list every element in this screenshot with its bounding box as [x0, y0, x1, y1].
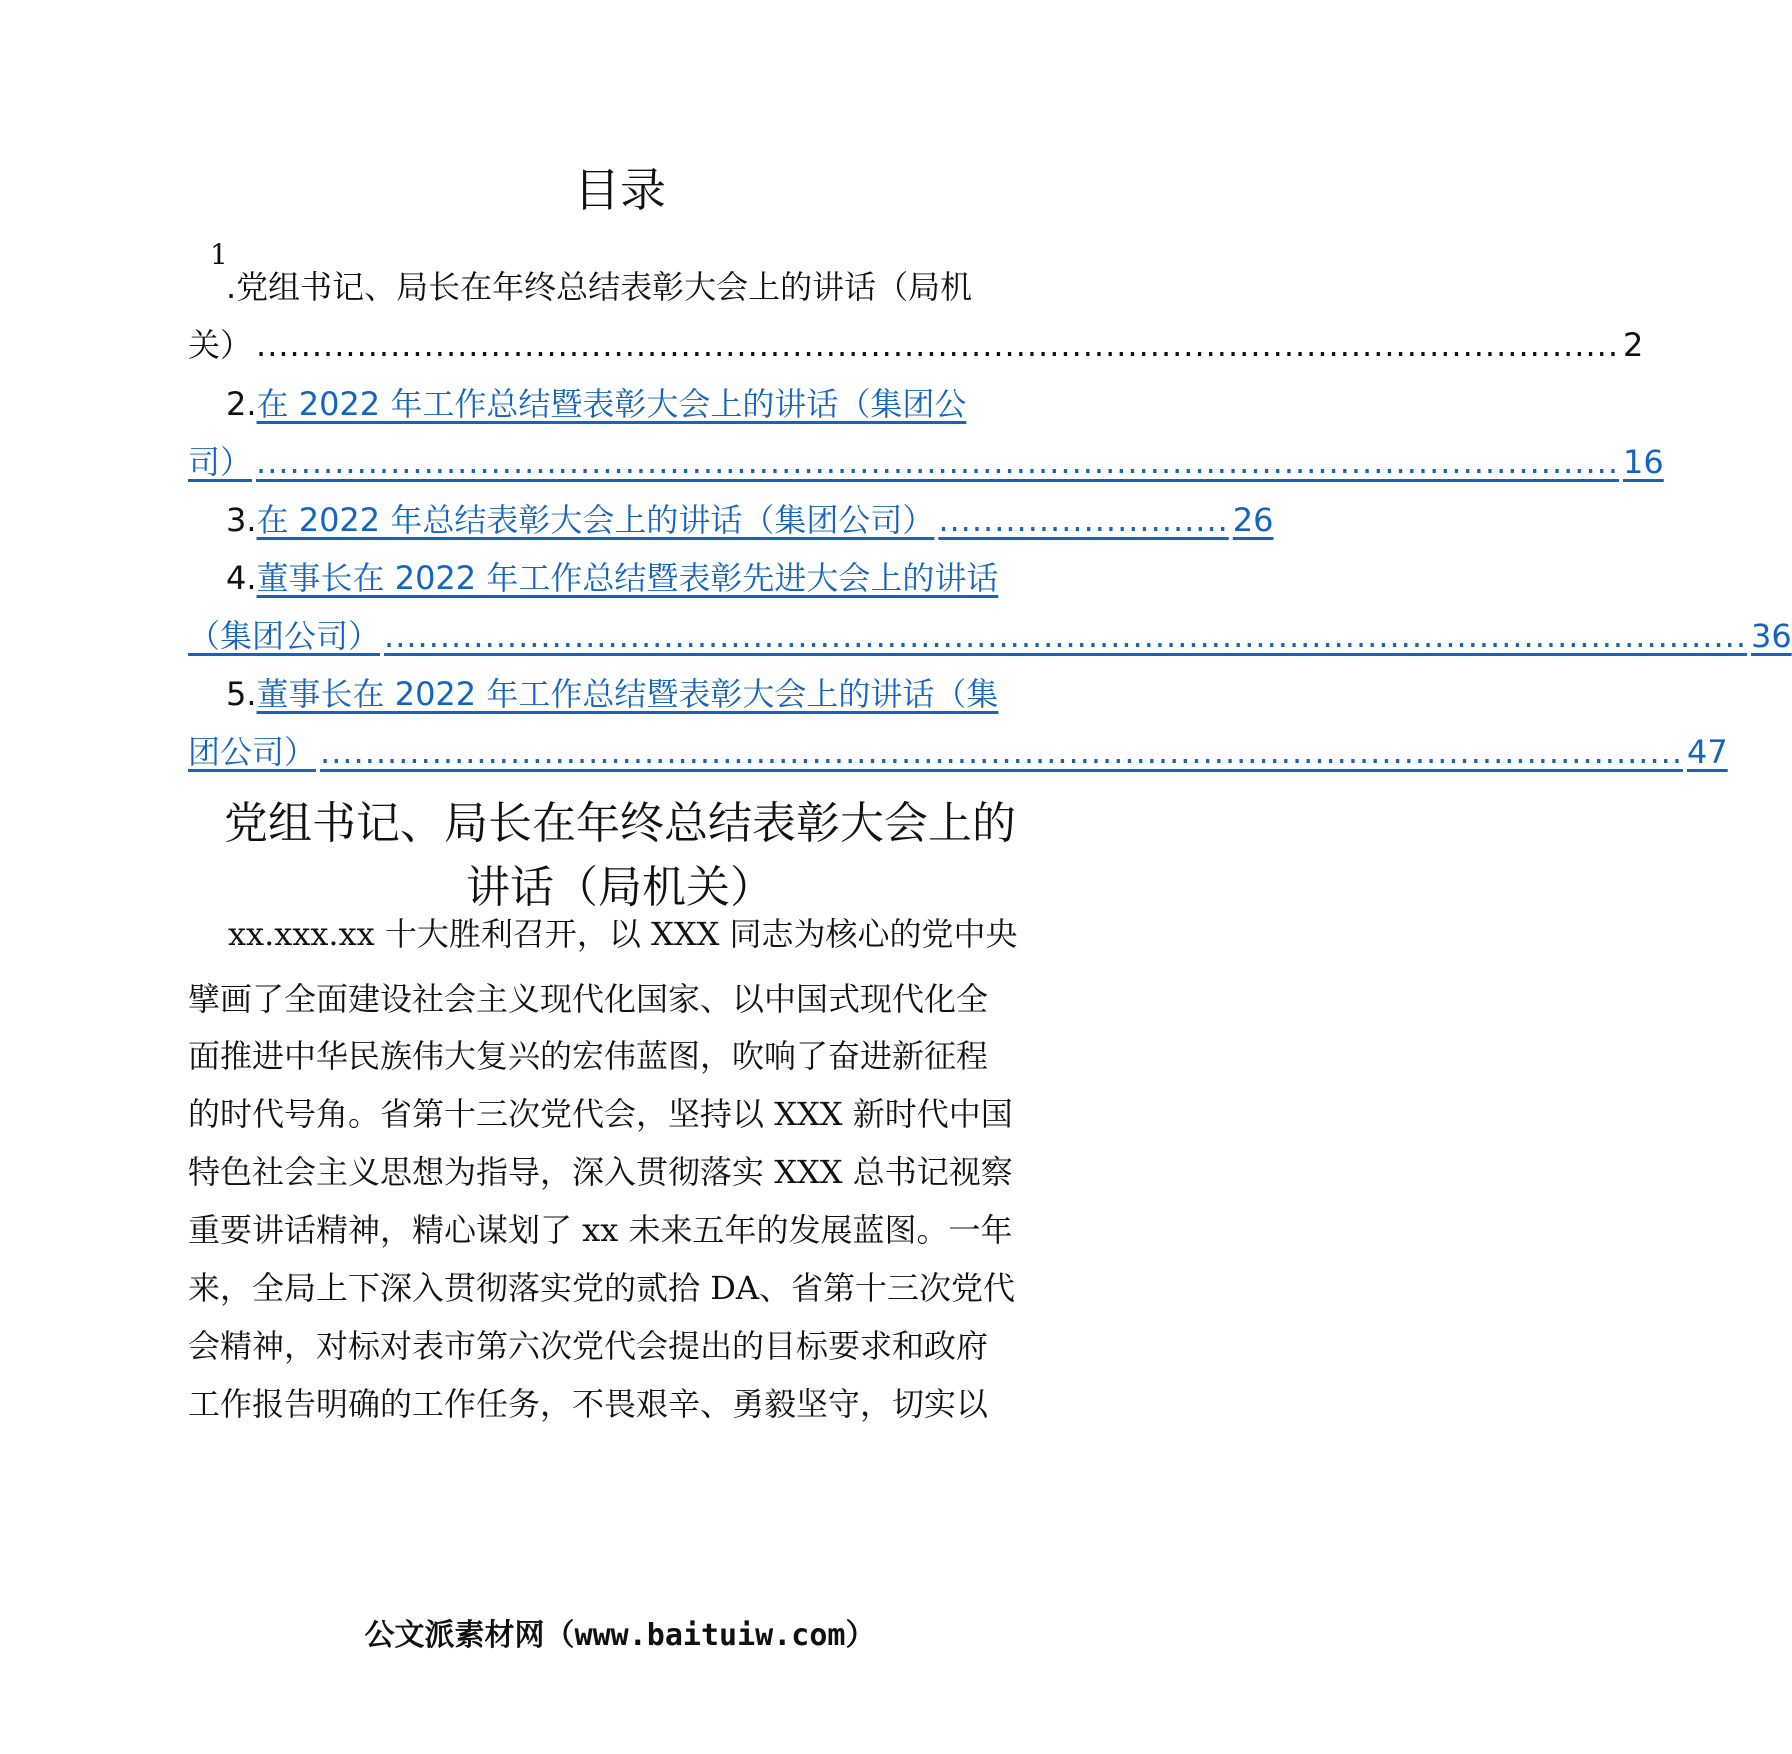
toc-item-3-page: 26 — [1232, 501, 1274, 539]
toc-item-4-number: 4. — [226, 559, 257, 597]
paragraph-text-segment: 特色社会主义思想为指导，深入贯彻落实 — [188, 1153, 775, 1191]
paragraph-line — [188, 1024, 988, 1089]
toc-title: 目录 — [574, 163, 666, 217]
paragraph-text-segment: 总书记视察 — [842, 1153, 1013, 1191]
paragraph-line — [188, 1314, 988, 1379]
paragraph-line — [188, 1198, 1012, 1263]
paragraph-text-segment: XXX — [774, 1095, 843, 1133]
paragraph-text-segment: xx — [582, 1211, 619, 1249]
toc-item-3-link[interactable]: 在 2022 年总结表彰大会上的讲话（集团公司） — [256, 501, 935, 539]
paragraph-text-segment: 同志为核心的党中央 — [719, 915, 1018, 953]
paragraph-text-segment: XXX — [651, 915, 720, 953]
paragraph-line — [188, 967, 988, 1032]
paragraph-line — [228, 902, 1018, 967]
toc-item-2[interactable] — [226, 372, 966, 436]
paragraph-line — [188, 1256, 1015, 1321]
footer-open-paren: （ — [544, 1618, 575, 1653]
paragraph-text-segment: 会精神，对标对表市第六次党代会提出的目标要求和政府 — [188, 1327, 989, 1365]
paragraph-line — [188, 1082, 1013, 1147]
paragraph-text-segment: 面推进中华民族伟大复兴的宏伟蓝图，吹响了奋进新征程 — [188, 1037, 989, 1075]
paragraph-text-segment: XXX — [774, 1153, 843, 1191]
paragraph-text-segment: 新时代中国 — [842, 1095, 1013, 1133]
toc-item-2-number: 2. — [226, 385, 257, 423]
toc-item-4-link[interactable]: 董事长在 2022 年工作总结暨表彰先进大会上的讲话 — [256, 559, 999, 597]
paragraph-text-segment: DA — [710, 1269, 759, 1307]
toc-item-3-number: 3. — [226, 501, 257, 539]
paragraph-text-segment: 的时代号角。省第十三次党代会，坚持以 — [188, 1095, 775, 1133]
paragraph-text-segment: 、省第十三次党代 — [758, 1269, 1015, 1307]
paragraph-text-segment: 未来五年的发展蓝图。一年 — [618, 1211, 1013, 1249]
toc-item-5-number: 5. — [226, 675, 257, 713]
paragraph-text-segment: 十大胜利召开，以 — [374, 915, 652, 953]
footer-url: www.baituiw.com — [574, 1618, 846, 1653]
footer-watermark — [0, 1610, 1240, 1654]
paragraph-line — [188, 1372, 988, 1437]
speech-title-line-2: 讲话（局机关） — [466, 862, 774, 913]
toc-item-1-page: 2 — [1622, 326, 1644, 364]
dot-leader: .......................................................................................................................... — [320, 733, 1683, 771]
speech-title-line-1: 党组书记、局长在年终总结表彰大会上的 — [224, 798, 1016, 849]
toc-item-4-page: 36 — [1750, 617, 1792, 655]
paragraph-line — [188, 1140, 1013, 1205]
dot-leader: .......................................................................................................................... — [384, 617, 1747, 655]
dot-leader: .......................................................................................................................... — [256, 443, 1619, 481]
toc-item-5-tail: 团公司） — [188, 733, 317, 771]
toc-item-4-leader-row[interactable] — [188, 604, 1792, 668]
paragraph-text-segment: 重要讲话精神，精心谋划了 — [188, 1211, 583, 1249]
toc-item-5-page: 47 — [1686, 733, 1728, 771]
toc-item-5[interactable] — [226, 662, 998, 726]
toc-item-5-link[interactable]: 董事长在 2022 年工作总结暨表彰大会上的讲话（集 — [256, 675, 999, 713]
toc-item-2-leader-row[interactable] — [188, 430, 1664, 494]
toc-item-1-title[interactable]: .党组书记、局长在年终总结表彰大会上的讲话（局机 — [226, 268, 973, 306]
toc-item-1-tail: 关） — [188, 326, 253, 364]
toc-item-5-leader-row[interactable] — [188, 720, 1728, 784]
paragraph-text-segment: 来，全局上下深入贯彻落实党的贰拾 — [188, 1269, 711, 1307]
toc-item-4-tail: （集团公司） — [188, 617, 381, 655]
footer-site-name: 公文派素材网 — [364, 1618, 545, 1653]
dot-leader: .......................... — [938, 501, 1229, 539]
stray-page-number: 1 — [210, 238, 228, 271]
toc-item-2-link[interactable]: 在 2022 年工作总结暨表彰大会上的讲话（集团公 — [256, 385, 967, 423]
paragraph-text-segment: xx.xxx.xx — [228, 915, 375, 953]
footer-close-paren: ） — [845, 1618, 876, 1653]
toc-item-3[interactable] — [226, 488, 1274, 552]
dot-leader: .......................................................................................................................... — [256, 326, 1619, 364]
toc-item-4[interactable] — [226, 546, 998, 610]
paragraph-text-segment: 擘画了全面建设社会主义现代化国家、以中国式现代化全 — [188, 980, 989, 1018]
toc-item-2-tail: 司） — [188, 443, 253, 481]
toc-item-1-leader-row[interactable] — [188, 313, 1644, 377]
paragraph-text-segment: 工作报告明确的工作任务，不畏艰辛、勇毅坚守，切实以 — [188, 1385, 989, 1423]
toc-item-2-page: 16 — [1622, 443, 1664, 481]
